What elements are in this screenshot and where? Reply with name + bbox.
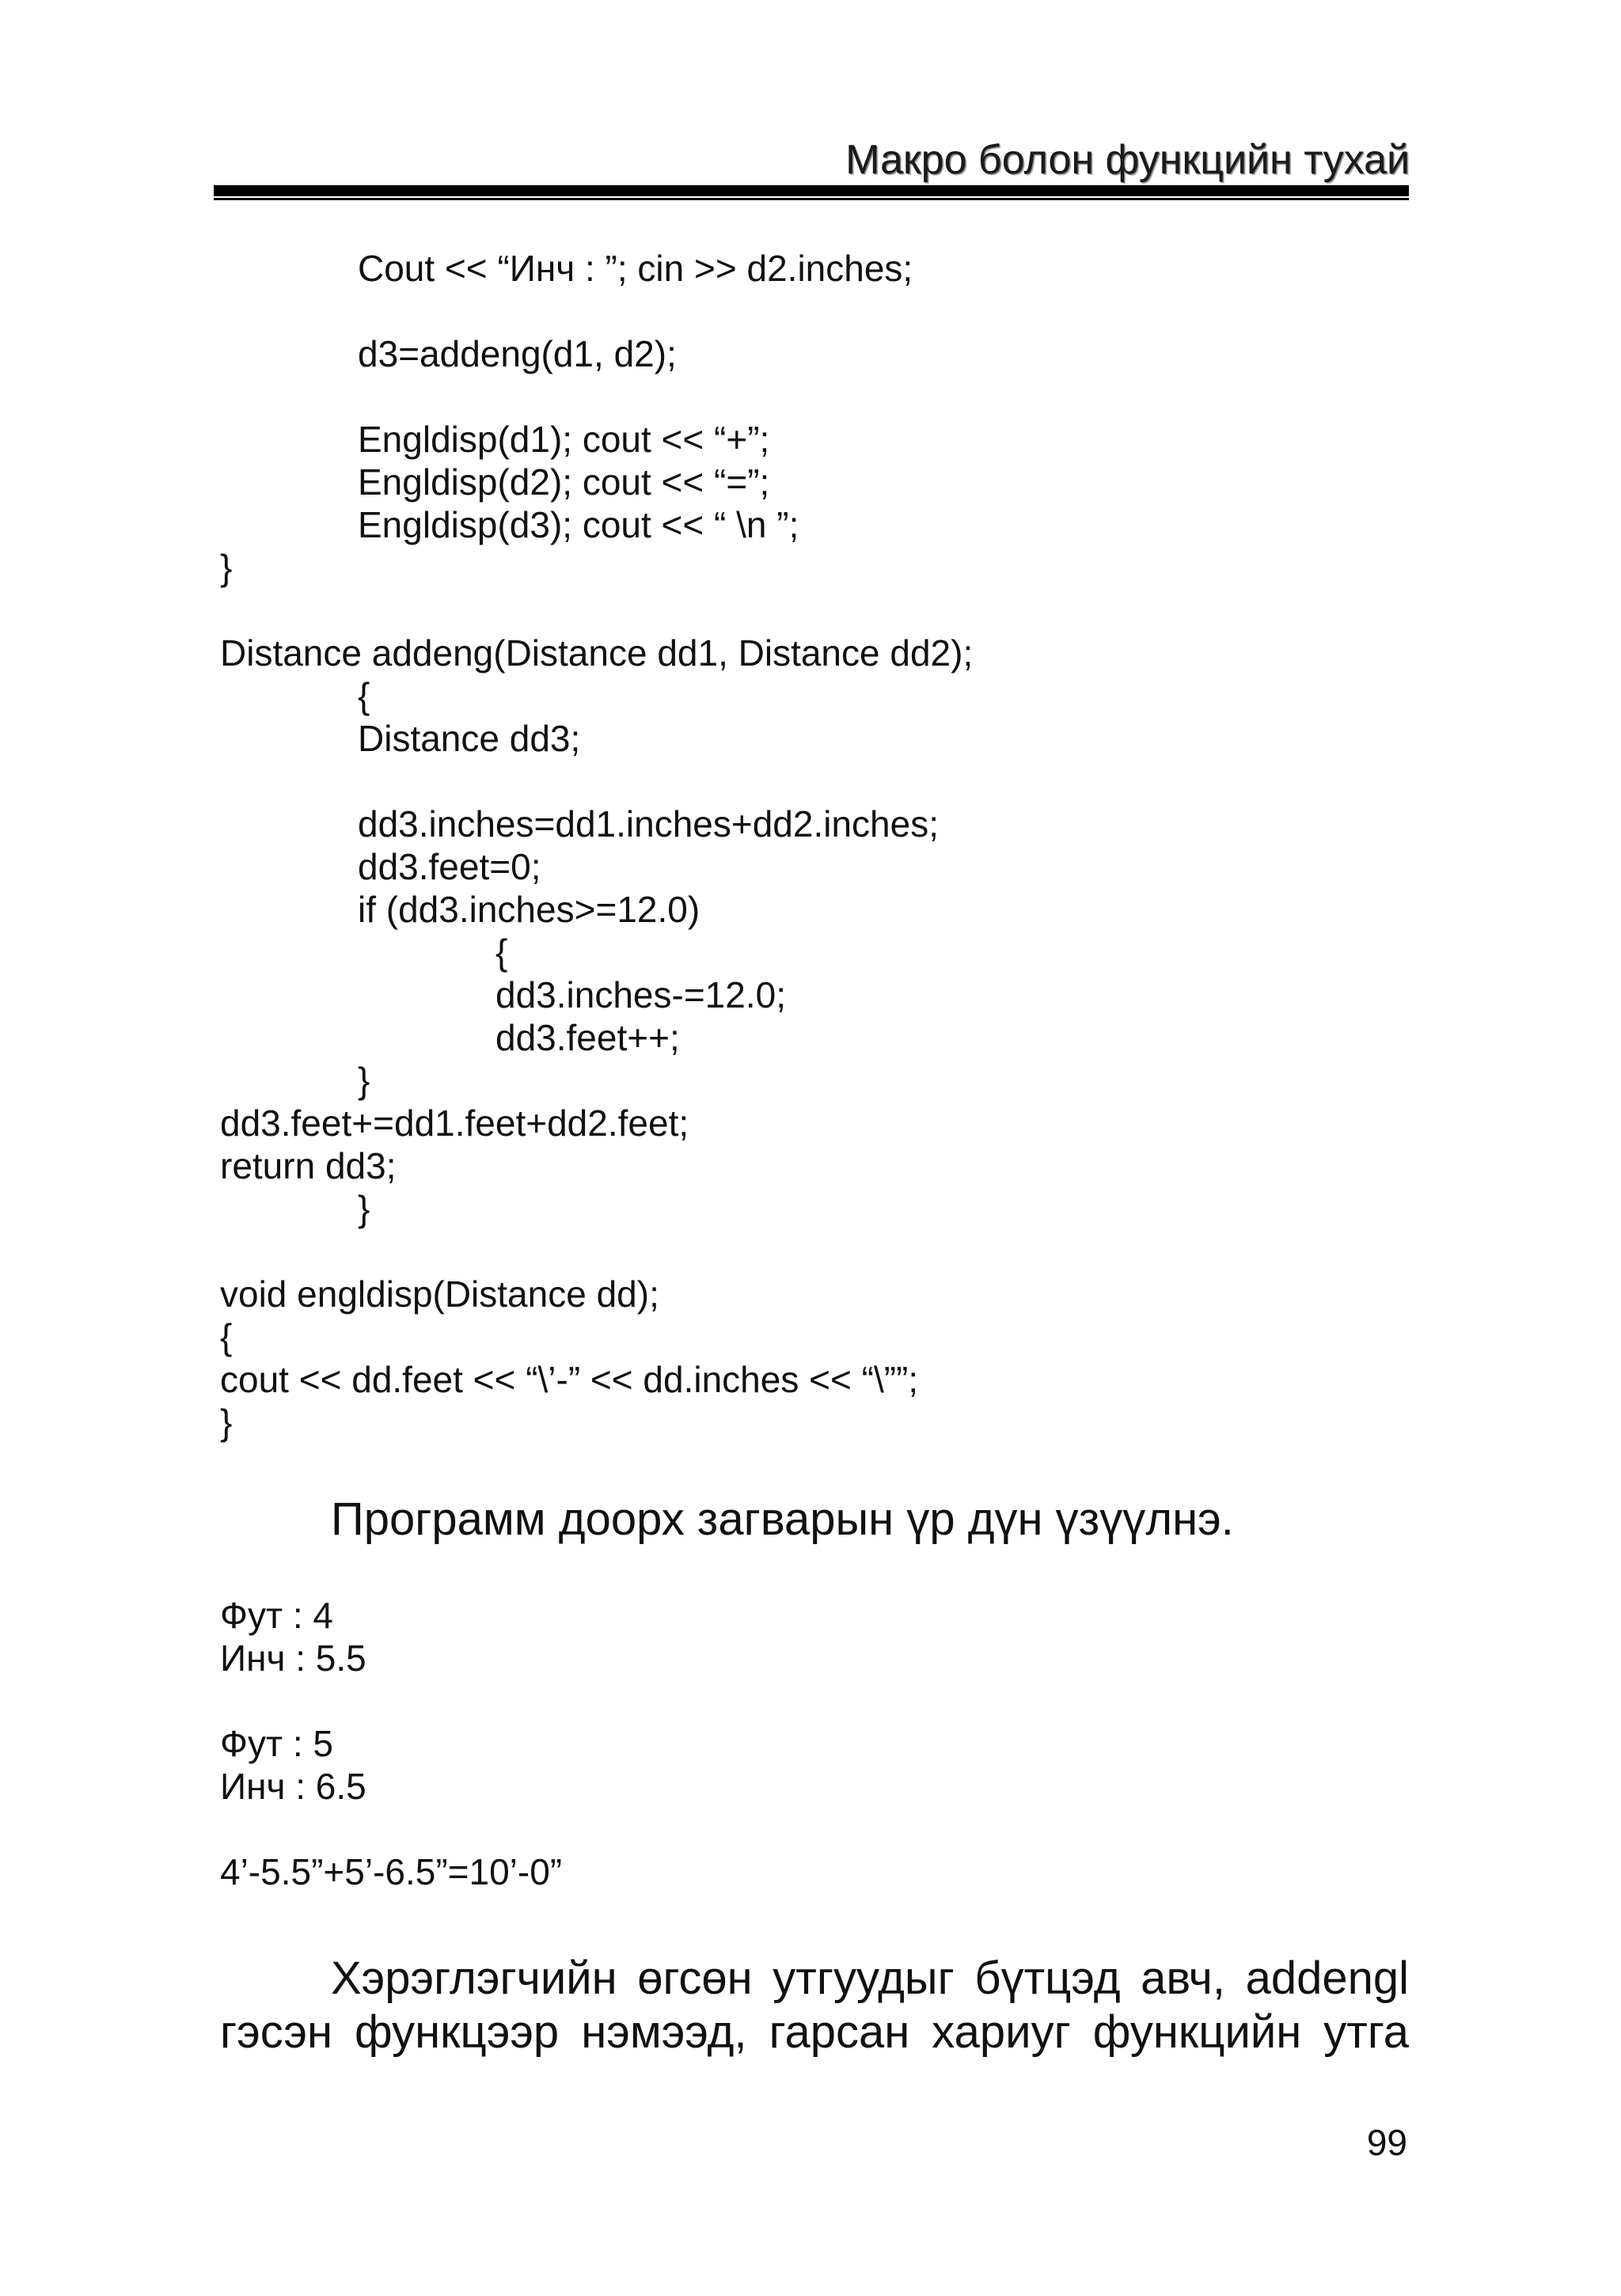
code-line: } [220, 547, 233, 588]
paragraph-line: гэсэн функцээр нэмээд, гарсан хариуг функцийн утга [220, 2006, 1409, 2058]
code-line: Engldisp(d1); cout << “+”; [358, 419, 770, 460]
code-line: Cout << “Инч : ”; cin >> d2.inches; [358, 248, 913, 289]
output-line: Фут : 4 [220, 1595, 333, 1636]
code-line: d3=addeng(d1, d2); [358, 333, 677, 374]
paragraph-line: Хэрэглэгчийн өгсөн утгуудыг бүтцэд авч, addengl [331, 1953, 1409, 2004]
header-title: Макро болон функцийн тухай [845, 137, 1410, 183]
code-line: dd3.inches=dd1.inches+dd2.inches; [358, 803, 940, 844]
code-line: dd3.feet+=dd1.feet+dd2.feet; [220, 1102, 689, 1144]
code-line: } [220, 1402, 233, 1443]
intro-sentence: Программ доорх загварын үр дүн үзүүлнэ. [331, 1493, 1234, 1545]
code-line: dd3.inches-=12.0; [495, 974, 786, 1015]
output-line: 4’-5.5”+5’-6.5”=10’-0” [220, 1851, 563, 1892]
output-line: Фут : 5 [220, 1723, 333, 1764]
code-line: Distance addeng(Distance dd1, Distance dd2); [220, 632, 974, 674]
code-line: { [495, 932, 508, 973]
code-line: Engldisp(d3); cout << “ \n ”; [358, 504, 799, 545]
output-line: Инч : 5.5 [220, 1638, 366, 1679]
page-number: 99 [1366, 2122, 1407, 2163]
code-line: void engldisp(Distance dd); [220, 1273, 659, 1315]
header-rule-thick [214, 185, 1409, 196]
code-line: } [358, 1060, 370, 1101]
code-line: { [220, 1316, 233, 1357]
output-line: Инч : 6.5 [220, 1766, 366, 1807]
code-line: cout << dd.feet << “\’-” << dd.inches << “\””; [220, 1359, 919, 1400]
code-line: } [358, 1188, 370, 1229]
code-line: return dd3; [220, 1145, 397, 1186]
code-line: { [358, 675, 370, 716]
code-line: Distance dd3; [358, 718, 581, 759]
code-line: dd3.feet=0; [358, 846, 541, 887]
code-line: if (dd3.inches>=12.0) [358, 889, 700, 930]
code-line: dd3.feet++; [495, 1017, 680, 1058]
code-line: Engldisp(d2); cout << “=”; [358, 461, 770, 503]
header-rule-thin [214, 198, 1409, 200]
